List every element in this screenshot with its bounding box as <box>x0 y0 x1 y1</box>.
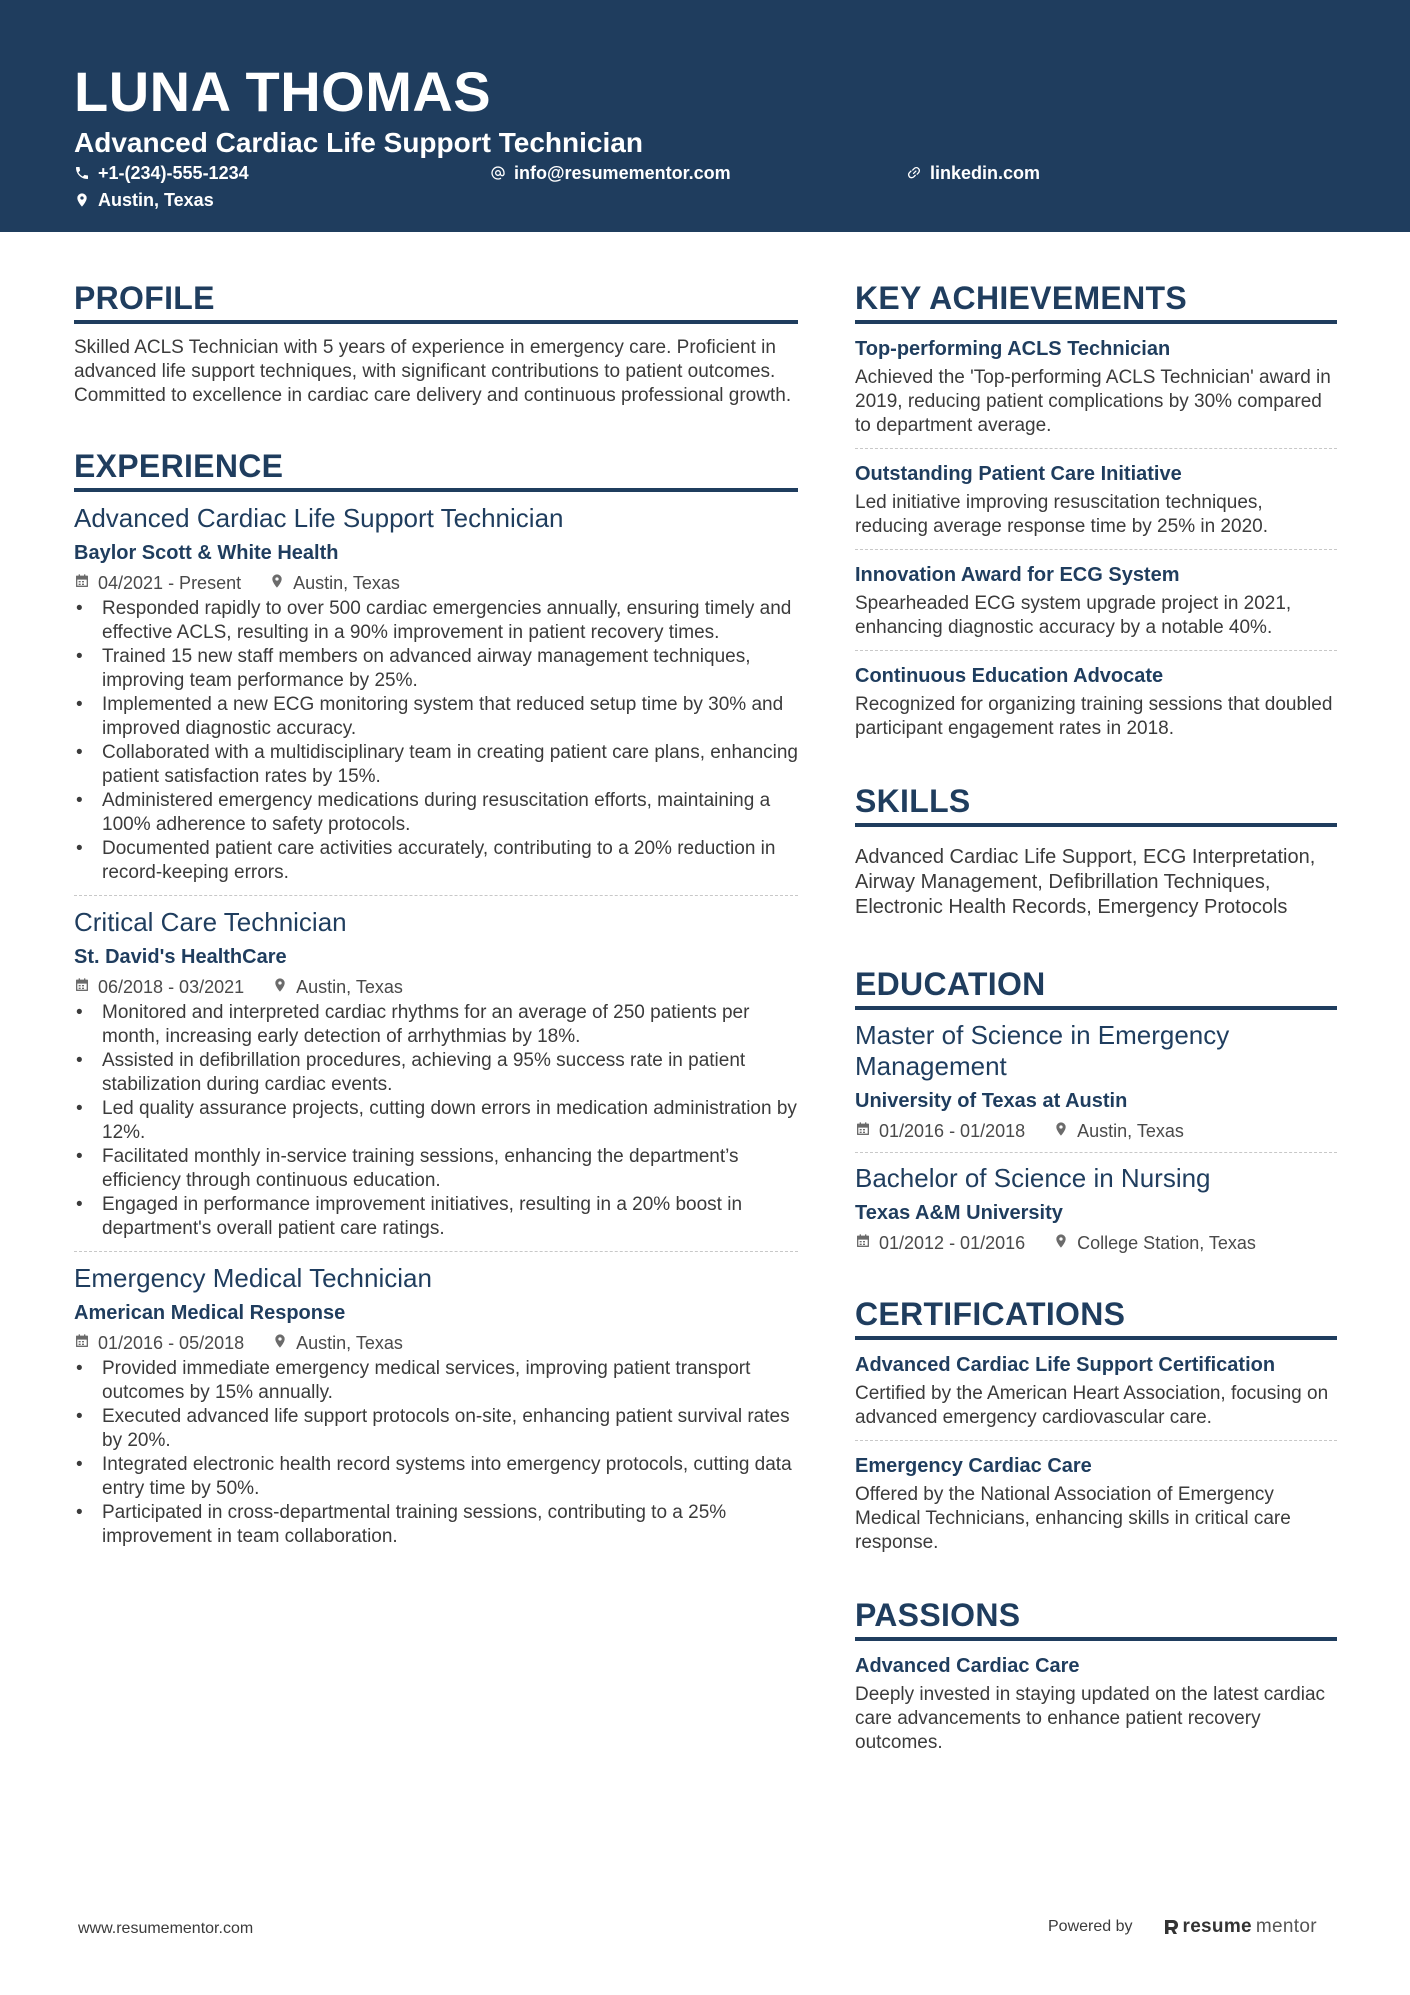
meta-row <box>855 1232 1337 1254</box>
job-bullet: • Administered emergency medications during resuscitation efforts, maintaining a 100% adherence to safety protocols. <box>74 789 798 837</box>
meta-location <box>1053 1232 1256 1254</box>
date-range <box>74 572 241 594</box>
date-text: 06/2018 - 03/2021 <box>98 977 245 997</box>
right-column <box>855 278 1337 1755</box>
meta-location-text: Austin, Texas <box>293 573 400 593</box>
location-pin-icon <box>1053 1232 1069 1254</box>
meta-location-text: Austin, Texas <box>296 1333 403 1353</box>
date-text: 01/2012 - 01/2016 <box>879 1233 1026 1253</box>
job-title: Critical Care Technician <box>74 907 347 937</box>
education-entry <box>855 1163 1337 1254</box>
achievements-item-title: Outstanding Patient Care Initiative <box>855 463 1182 485</box>
phone-icon <box>74 165 90 181</box>
company-name: American Medical Response <box>74 1302 346 1324</box>
achievements-item-title: Continuous Education Advocate <box>855 665 1164 687</box>
contact-phone[interactable] <box>74 162 249 184</box>
date-text: 01/2016 - 05/2018 <box>98 1333 245 1353</box>
date-text: 01/2016 - 01/2018 <box>879 1121 1026 1141</box>
job-bullet: • Facilitated monthly in-service training sessions, enhancing the department’s efficiency through continuous education. <box>74 1145 798 1193</box>
education-heading: EDUCATION <box>855 964 1337 1010</box>
contact-linkedin[interactable] <box>906 162 1040 184</box>
achievements-item <box>855 336 1337 438</box>
school-name: Texas A&M University <box>855 1202 1063 1224</box>
location-pin-icon <box>269 572 285 594</box>
contact-email[interactable] <box>490 162 731 184</box>
entry-divider <box>855 650 1337 651</box>
left-column <box>74 278 798 1549</box>
achievements-item-text: Led initiative improving resuscitation techniques, reducing average response time by 25% in 2020. <box>855 492 1268 537</box>
certifications-item-title: Advanced Cardiac Life Support Certification <box>855 1354 1276 1376</box>
passions-item-text: Deeply invested in staying updated on the latest cardiac care advancements to enhance patient recovery outcomes. <box>855 1684 1326 1753</box>
job-bullet: • Integrated electronic health record systems into emergency protocols, cutting data entry time by 50%. <box>74 1453 798 1501</box>
passions-item-title: Advanced Cardiac Care <box>855 1655 1080 1677</box>
calendar-icon <box>74 976 90 998</box>
location-text: Austin, Texas <box>98 190 214 210</box>
meta-location-text: Austin, Texas <box>296 977 403 997</box>
meta-location-text: Austin, Texas <box>1077 1121 1184 1141</box>
job-bullets <box>74 597 798 885</box>
experience-list <box>74 502 798 1549</box>
achievements-heading: KEY ACHIEVEMENTS <box>855 278 1337 324</box>
meta-row <box>74 976 798 998</box>
resumementor-logo[interactable] <box>1163 1916 1317 1938</box>
calendar-icon <box>74 1332 90 1354</box>
brand-bold: resume <box>1182 1916 1252 1937</box>
company-name: Baylor Scott & White Health <box>74 542 339 564</box>
location-pin-icon <box>272 1332 288 1354</box>
date-range <box>74 1332 244 1354</box>
passions-list <box>855 1653 1337 1755</box>
profile-heading: PROFILE <box>74 278 798 324</box>
job-bullet: • Engaged in performance improvement initiatives, resulting in a 20% boost in department's overall patient care ratings. <box>74 1193 798 1241</box>
entry-divider <box>74 895 798 896</box>
achievements-item-text: Spearheaded ECG system upgrade project in 2021, enhancing diagnostic accuracy by a notable 40%. <box>855 593 1292 638</box>
meta-row <box>74 572 798 594</box>
achievements-list <box>855 336 1337 741</box>
achievements-item-title: Innovation Award for ECG System <box>855 564 1180 586</box>
entry-divider <box>74 1251 798 1252</box>
achievements-item-text: Achieved the 'Top-performing ACLS Technician' award in 2019, reducing patient complications by 30% compared to department average. <box>855 367 1331 436</box>
brand-light: mentor <box>1255 1916 1317 1937</box>
job-bullet: • Responded rapidly to over 500 cardiac emergencies annually, ensuring timely and effective ACLS, resulting in a 90% improvement in patient recovery times. <box>74 597 798 645</box>
resumementor-logo-icon <box>1163 1918 1179 1936</box>
job-bullet: • Led quality assurance projects, cutting down errors in medication administration by 12%. <box>74 1097 798 1145</box>
entry-divider <box>855 549 1337 550</box>
meta-row <box>855 1120 1337 1142</box>
skills-heading: SKILLS <box>855 781 1337 827</box>
experience-heading: EXPERIENCE <box>74 446 798 492</box>
powered-by-label: Powered by <box>1048 1918 1133 1935</box>
achievements-item <box>855 461 1337 539</box>
degree-title: Bachelor of Science in Nursing <box>855 1163 1211 1193</box>
email-text: info@resumementor.com <box>514 163 731 183</box>
certifications-item-title: Emergency Cardiac Care <box>855 1455 1092 1477</box>
job-bullet: • Participated in cross-departmental training sessions, contributing to a 25% improvement in team collaboration. <box>74 1501 798 1549</box>
meta-location-text: College Station, Texas <box>1077 1233 1256 1253</box>
job-title: Advanced Cardiac Life Support Technician <box>74 503 564 533</box>
candidate-role: Advanced Cardiac Life Support Technician <box>74 127 643 158</box>
calendar-icon <box>855 1232 871 1254</box>
certifications-heading: CERTIFICATIONS <box>855 1294 1337 1340</box>
calendar-icon <box>74 572 90 594</box>
entry-divider <box>855 1440 1337 1441</box>
job-bullet: • Documented patient care activities accurately, contributing to a 20% reduction in record-keeping errors. <box>74 837 798 885</box>
date-text: 04/2021 - Present <box>98 573 242 593</box>
education-entry <box>855 1020 1337 1142</box>
contact-location <box>74 189 214 211</box>
job-entry <box>74 1262 798 1549</box>
linkedin-text: linkedin.com <box>930 163 1041 183</box>
certifications-item-text: Offered by the National Association of Emergency Medical Technicians, enhancing skills in critical care response. <box>855 1484 1291 1553</box>
location-pin-icon <box>74 192 90 208</box>
meta-location <box>1053 1120 1184 1142</box>
achievements-item <box>855 663 1337 741</box>
job-bullets <box>74 1357 798 1549</box>
job-bullets <box>74 1001 798 1241</box>
entry-divider <box>855 1152 1337 1153</box>
phone-text: +1-(234)-555-1234 <box>98 163 249 183</box>
resume-header <box>0 0 1410 232</box>
job-title: Emergency Medical Technician <box>74 1263 432 1293</box>
achievements-item-title: Top-performing ACLS Technician <box>855 338 1171 360</box>
date-range <box>855 1232 1025 1254</box>
job-bullet: • Monitored and interpreted cardiac rhythms for an average of 250 patients per month, increasing early detection of arrhythmias by 18%. <box>74 1001 798 1049</box>
footer-branding <box>1048 1916 1317 1938</box>
meta-row <box>74 1332 798 1354</box>
skills-text: Advanced Cardiac Life Support, ECG Interpretation, Airway Management, Defibrillation Techniques, Electronic Health Records, Emergency Protocols <box>855 846 1316 918</box>
certifications-list <box>855 1352 1337 1555</box>
education-list <box>855 1020 1337 1254</box>
date-range <box>74 976 244 998</box>
certifications-item-text: Certified by the American Heart Association, focusing on advanced emergency cardiovascular care. <box>855 1383 1329 1428</box>
meta-location <box>269 572 400 594</box>
certifications-item <box>855 1453 1337 1555</box>
job-bullet: • Provided immediate emergency medical services, improving patient transport outcomes by 15% annually. <box>74 1357 798 1405</box>
job-entry <box>74 906 798 1241</box>
company-name: St. David's HealthCare <box>74 946 287 968</box>
meta-location <box>272 976 403 998</box>
achievements-item <box>855 562 1337 640</box>
candidate-name: LUNA THOMAS <box>74 60 492 123</box>
job-bullet: • Implemented a new ECG monitoring system that reduced setup time by 30% and improved diagnostic accuracy. <box>74 693 798 741</box>
footer-website[interactable]: www.resumementor.com <box>78 1920 254 1937</box>
degree-title: Master of Science in Emergency Management <box>855 1020 1230 1081</box>
passions-heading: PASSIONS <box>855 1595 1337 1641</box>
profile-text: Skilled ACLS Technician with 5 years of experience in emergency care. Proficient in advanced life support techniques, with significant contributions to patient outcomes. Committed to excellence in cardiac care delivery and continuous professional growth. <box>74 337 792 406</box>
date-range <box>855 1120 1025 1142</box>
link-icon <box>906 165 922 181</box>
passions-item <box>855 1653 1337 1755</box>
job-bullet: • Trained 15 new staff members on advanced airway management techniques, improving team performance by 25%. <box>74 645 798 693</box>
job-bullet: • Collaborated with a multidisciplinary team in creating patient care plans, enhancing patient satisfaction rates by 15%. <box>74 741 798 789</box>
meta-location <box>272 1332 403 1354</box>
certifications-item <box>855 1352 1337 1430</box>
school-name: University of Texas at Austin <box>855 1090 1128 1112</box>
job-entry <box>74 502 798 885</box>
location-pin-icon <box>1053 1120 1069 1142</box>
job-bullet: • Assisted in defibrillation procedures, achieving a 95% success rate in patient stabilization during cardiac events. <box>74 1049 798 1097</box>
at-icon <box>490 165 506 181</box>
calendar-icon <box>855 1120 871 1142</box>
achievements-item-text: Recognized for organizing training sessions that doubled participant engagement rates in 2018. <box>855 694 1333 739</box>
job-bullet: • Executed advanced life support protocols on-site, enhancing patient survival rates by 20%. <box>74 1405 798 1453</box>
location-pin-icon <box>272 976 288 998</box>
entry-divider <box>855 448 1337 449</box>
